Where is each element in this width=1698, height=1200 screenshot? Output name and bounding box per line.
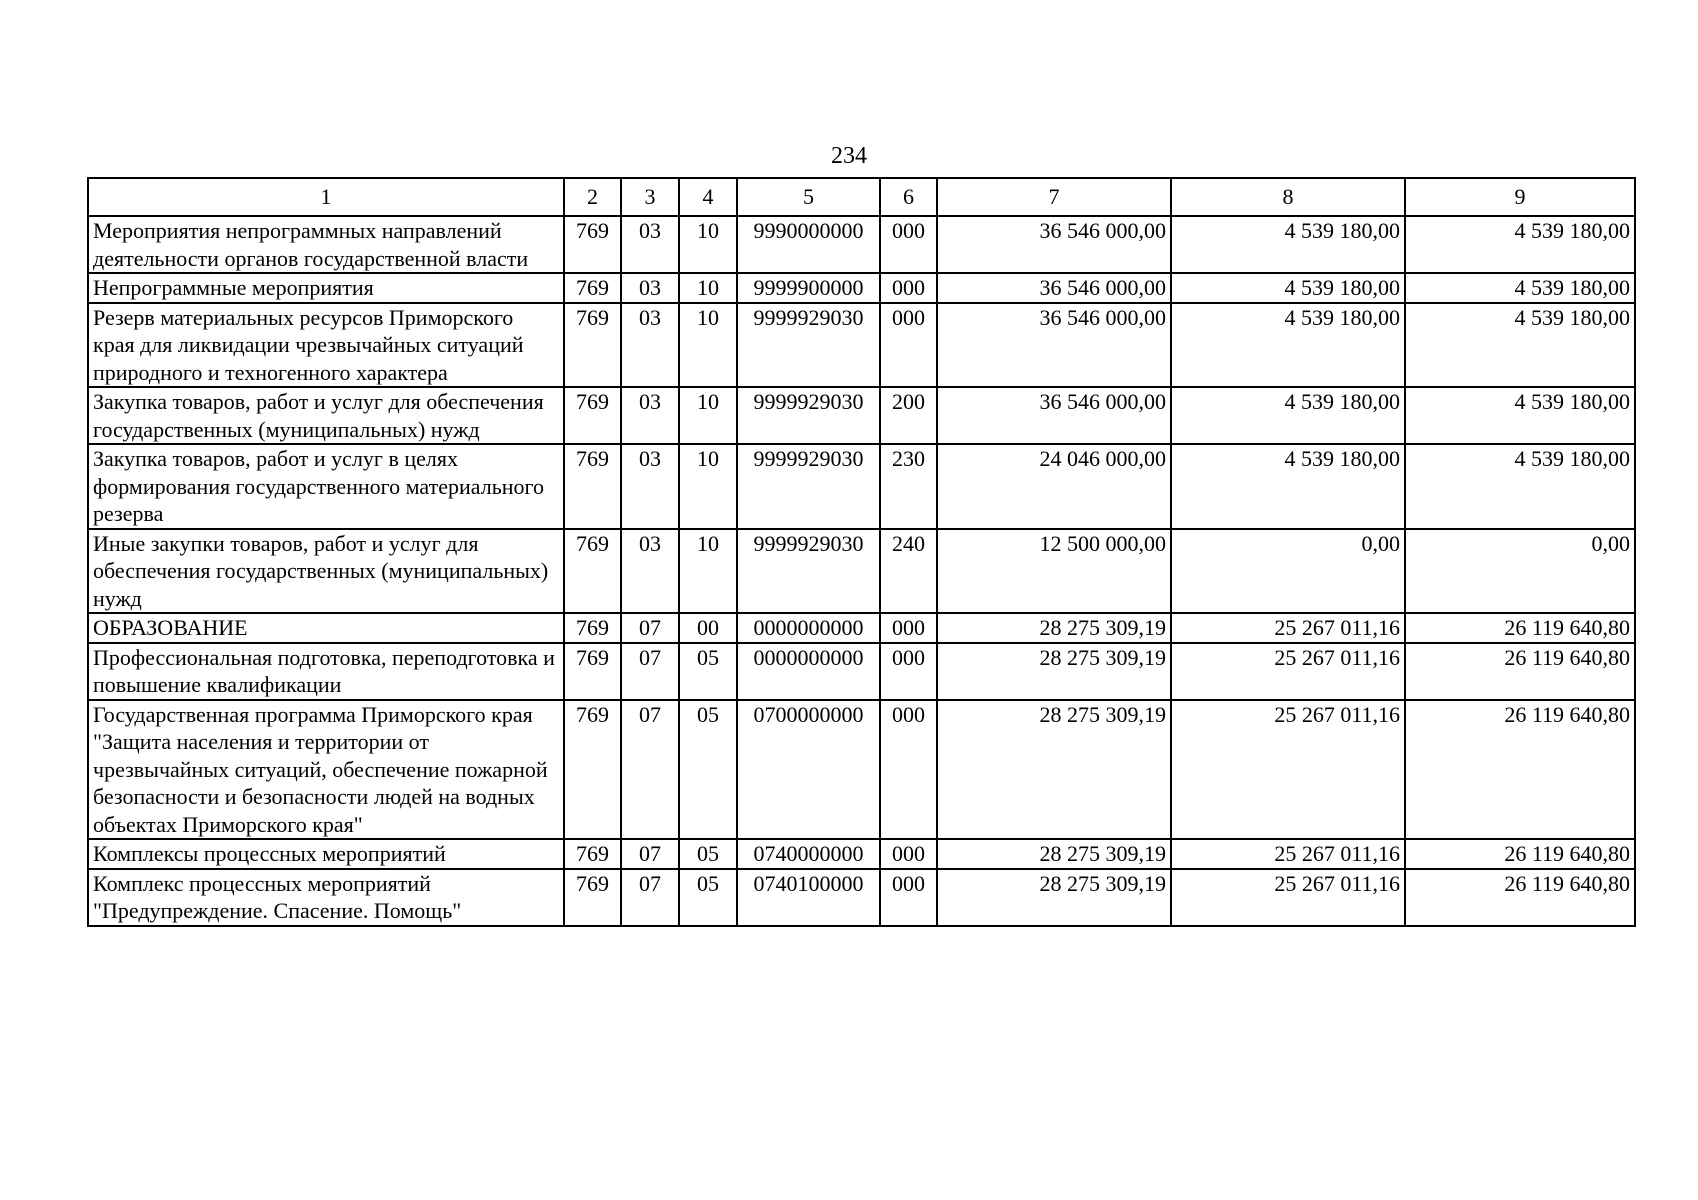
page-number: 234	[831, 143, 867, 169]
row-amount-col7: 36 546 000,00	[937, 387, 1171, 444]
row-code-section: 03	[621, 216, 679, 273]
header-cell-9: 9	[1405, 178, 1635, 216]
row-amount-col8: 25 267 011,16	[1171, 869, 1405, 926]
row-amount-col8: 4 539 180,00	[1171, 444, 1405, 529]
row-code-section: 03	[621, 273, 679, 303]
row-code-subsection: 10	[679, 387, 737, 444]
row-code-section: 03	[621, 303, 679, 388]
row-code-subsection: 05	[679, 839, 737, 869]
row-amount-col8: 25 267 011,16	[1171, 613, 1405, 643]
row-code-section: 07	[621, 643, 679, 700]
row-amount-col8: 4 539 180,00	[1171, 303, 1405, 388]
row-code-expense: 000	[880, 869, 937, 926]
row-code-expense: 000	[880, 273, 937, 303]
row-name: Резерв материальных ресурсов Приморского края для ликвидации чрезвычайных ситуаций природного и техногенного характера	[88, 303, 564, 388]
header-cell-1: 1	[88, 178, 564, 216]
row-amount-col7: 36 546 000,00	[937, 303, 1171, 388]
row-name: Непрограммные мероприятия	[88, 273, 564, 303]
row-amount-col7: 36 546 000,00	[937, 216, 1171, 273]
row-code-expense: 200	[880, 387, 937, 444]
row-name: ОБРАЗОВАНИЕ	[88, 613, 564, 643]
row-amount-col9: 26 119 640,80	[1405, 700, 1635, 840]
row-amount-col8: 25 267 011,16	[1171, 700, 1405, 840]
row-name: Закупка товаров, работ и услуг для обеспечения государственных (муниципальных) нужд	[88, 387, 564, 444]
row-code-expense: 000	[880, 700, 937, 840]
row-code-subsection: 10	[679, 303, 737, 388]
row-code-section: 07	[621, 839, 679, 869]
row-amount-col7: 28 275 309,19	[937, 643, 1171, 700]
row-code-target: 9999929030	[737, 529, 880, 614]
row-code-admin: 769	[564, 273, 621, 303]
row-code-subsection: 10	[679, 216, 737, 273]
row-amount-col8: 4 539 180,00	[1171, 387, 1405, 444]
row-code-subsection: 10	[679, 273, 737, 303]
row-name: Иные закупки товаров, работ и услуг для обеспечения государственных (муниципальных) нужд	[88, 529, 564, 614]
table-row	[88, 444, 1635, 529]
table-row	[88, 643, 1635, 700]
row-code-admin: 769	[564, 700, 621, 840]
row-code-subsection: 00	[679, 613, 737, 643]
row-code-expense: 240	[880, 529, 937, 614]
table-row	[88, 216, 1635, 273]
row-code-target: 9999929030	[737, 387, 880, 444]
table-row	[88, 869, 1635, 926]
row-amount-col7: 28 275 309,19	[937, 839, 1171, 869]
row-code-admin: 769	[564, 387, 621, 444]
row-code-target: 9990000000	[737, 216, 880, 273]
row-amount-col9: 4 539 180,00	[1405, 444, 1635, 529]
row-code-target: 0740100000	[737, 869, 880, 926]
row-amount-col7: 36 546 000,00	[937, 273, 1171, 303]
row-amount-col8: 25 267 011,16	[1171, 839, 1405, 869]
row-code-admin: 769	[564, 869, 621, 926]
header-cell-5: 5	[737, 178, 880, 216]
row-code-admin: 769	[564, 216, 621, 273]
row-code-admin: 769	[564, 303, 621, 388]
row-amount-col9: 26 119 640,80	[1405, 869, 1635, 926]
header-cell-3: 3	[621, 178, 679, 216]
table-row	[88, 839, 1635, 869]
row-code-subsection: 05	[679, 700, 737, 840]
row-amount-col8: 25 267 011,16	[1171, 643, 1405, 700]
row-amount-col7: 28 275 309,19	[937, 613, 1171, 643]
row-amount-col7: 28 275 309,19	[937, 700, 1171, 840]
row-code-target: 0700000000	[737, 700, 880, 840]
header-cell-4: 4	[679, 178, 737, 216]
row-code-expense: 000	[880, 643, 937, 700]
row-code-section: 03	[621, 444, 679, 529]
row-code-expense: 000	[880, 613, 937, 643]
row-name: Государственная программа Приморского края "Защита населения и территории от чрезвычайных ситуаций, обеспечение пожарной безопасности и безопасности людей на водных объектах Приморского края"	[88, 700, 564, 840]
row-amount-col9: 0,00	[1405, 529, 1635, 614]
row-code-target: 9999929030	[737, 303, 880, 388]
row-code-section: 07	[621, 700, 679, 840]
row-code-subsection: 10	[679, 529, 737, 614]
row-amount-col9: 4 539 180,00	[1405, 216, 1635, 273]
row-amount-col8: 0,00	[1171, 529, 1405, 614]
row-code-section: 07	[621, 869, 679, 926]
header-cell-7: 7	[937, 178, 1171, 216]
row-code-admin: 769	[564, 529, 621, 614]
row-code-target: 0740000000	[737, 839, 880, 869]
budget-table	[87, 177, 1636, 927]
row-amount-col7: 24 046 000,00	[937, 444, 1171, 529]
header-row	[88, 178, 1635, 216]
row-code-expense: 000	[880, 839, 937, 869]
row-name: Комплексы процессных мероприятий	[88, 839, 564, 869]
row-amount-col8: 4 539 180,00	[1171, 216, 1405, 273]
row-code-section: 03	[621, 529, 679, 614]
row-code-target: 0000000000	[737, 613, 880, 643]
row-amount-col9: 4 539 180,00	[1405, 303, 1635, 388]
row-code-subsection: 05	[679, 869, 737, 926]
row-amount-col7: 28 275 309,19	[937, 869, 1171, 926]
header-cell-6: 6	[880, 178, 937, 216]
row-amount-col9: 4 539 180,00	[1405, 387, 1635, 444]
row-amount-col9: 26 119 640,80	[1405, 613, 1635, 643]
row-code-target: 0000000000	[737, 643, 880, 700]
row-name: Мероприятия непрограммных направлений деятельности органов государственной власти	[88, 216, 564, 273]
row-amount-col7: 12 500 000,00	[937, 529, 1171, 614]
row-code-admin: 769	[564, 643, 621, 700]
row-code-expense: 230	[880, 444, 937, 529]
row-name: Профессиональная подготовка, переподготовка и повышение квалификации	[88, 643, 564, 700]
row-code-admin: 769	[564, 613, 621, 643]
table-row	[88, 529, 1635, 614]
header-cell-2: 2	[564, 178, 621, 216]
header-cell-8: 8	[1171, 178, 1405, 216]
row-code-admin: 769	[564, 839, 621, 869]
row-code-admin: 769	[564, 444, 621, 529]
row-code-target: 9999929030	[737, 444, 880, 529]
row-name: Комплекс процессных мероприятий "Предупреждение. Спасение. Помощь"	[88, 869, 564, 926]
row-amount-col9: 26 119 640,80	[1405, 643, 1635, 700]
row-code-section: 03	[621, 387, 679, 444]
row-code-section: 07	[621, 613, 679, 643]
table-row	[88, 273, 1635, 303]
row-amount-col9: 4 539 180,00	[1405, 273, 1635, 303]
row-code-target: 9999900000	[737, 273, 880, 303]
row-amount-col8: 4 539 180,00	[1171, 273, 1405, 303]
table-row	[88, 387, 1635, 444]
table-row	[88, 700, 1635, 840]
row-code-expense: 000	[880, 216, 937, 273]
row-amount-col9: 26 119 640,80	[1405, 839, 1635, 869]
table-row	[88, 613, 1635, 643]
row-code-expense: 000	[880, 303, 937, 388]
row-code-subsection: 05	[679, 643, 737, 700]
row-code-subsection: 10	[679, 444, 737, 529]
row-name: Закупка товаров, работ и услуг в целях формирования государственного материального резерва	[88, 444, 564, 529]
table-row	[88, 303, 1635, 388]
